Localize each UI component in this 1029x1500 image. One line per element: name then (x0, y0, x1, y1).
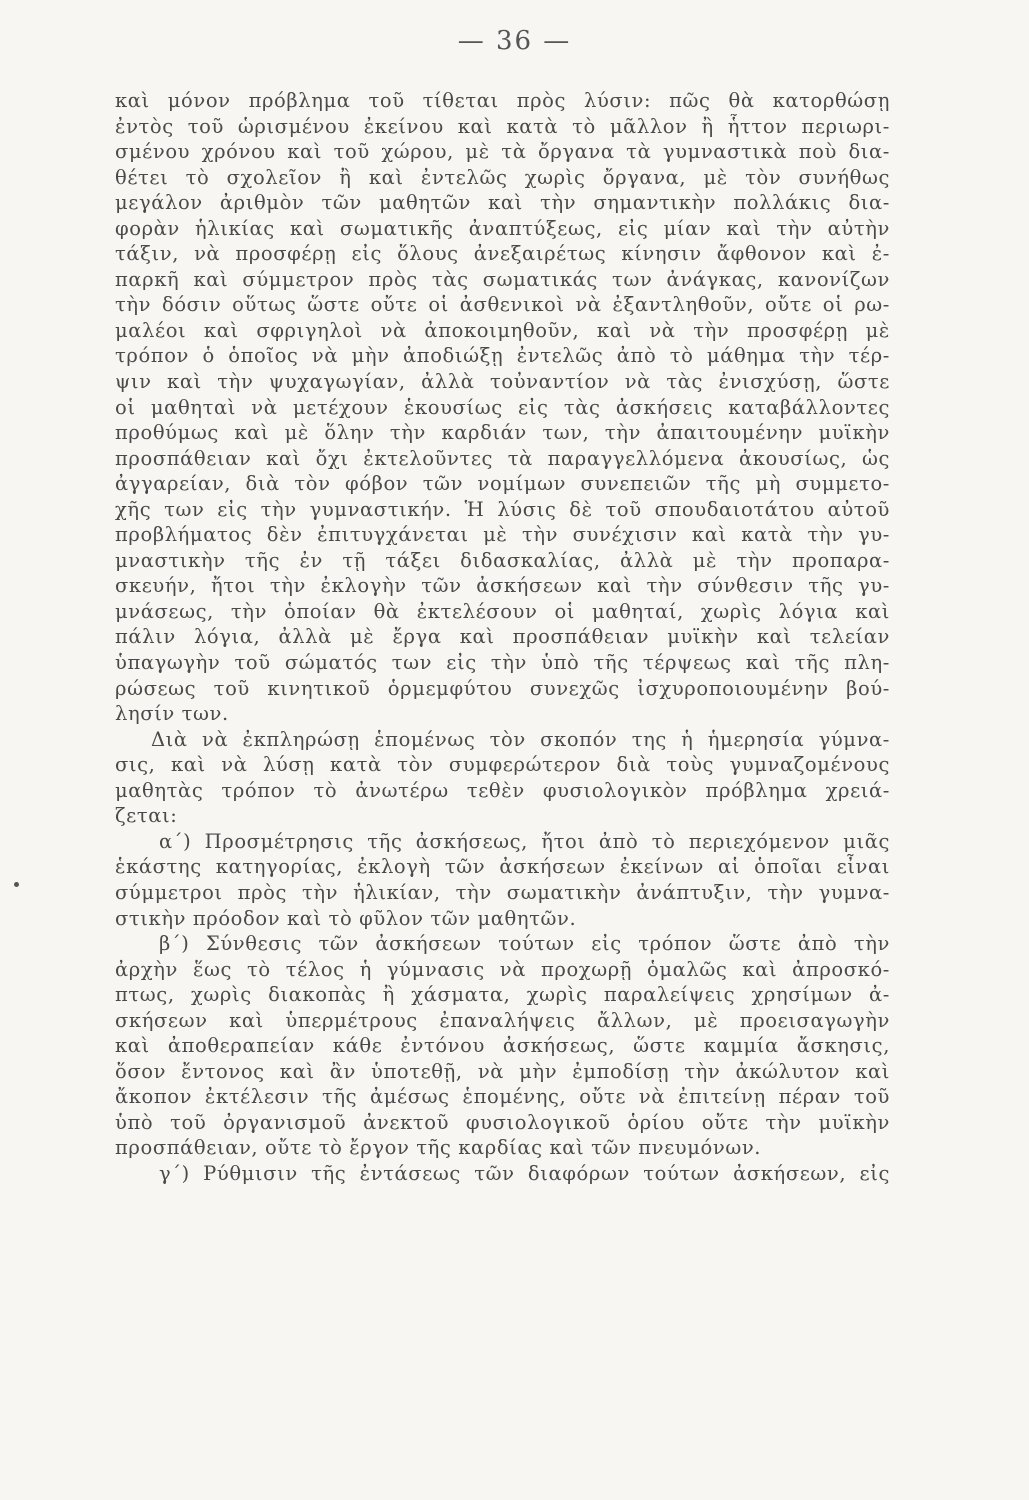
text-line: τάξιν, νὰ προσφέρῃ εἰς ὅλους ἀνεξαιρέτως κίνησιν ἄφθονον καὶ ἐ- (115, 242, 890, 266)
text-line: σις, καὶ νὰ λύσῃ κατὰ τὸν συμφερώτερον διὰ τοὺς γυμναζομένους (115, 753, 890, 777)
text-line: οἱ μαθηταὶ νὰ μετέχουν ἑκουσίως εἰς τὰς ἀσκήσεις καταβάλλοντες (115, 395, 890, 419)
text-line: χῆς των εἰς τὴν γυμναστικήν. Ἡ λύσις δὲ τοῦ σπουδαιοτάτου αὐτοῦ (115, 497, 890, 521)
text-line: σκήσεων καὶ ὑπερμέτρους ἐπαναλήψεις ἄλλων, μὲ προεισαγωγὴν (115, 1008, 890, 1032)
text-line: σκευήν, ἤτοι τὴν ἐκλογὴν τῶν ἀσκήσεων καὶ τὴν σύνθεσιν τῆς γυ- (115, 574, 890, 598)
text-line: προσπάθειαν καὶ ὄχι ἐκτελοῦντες τὰ παραγγελλόμενα ἀκουσίως, ὡς (115, 446, 890, 470)
text-line: β΄) Σύνθεσις τῶν ἀσκήσεων τούτων εἰς τρόπον ὥστε ἀπὸ τὴν (159, 932, 890, 956)
text-line: τρόπον ὁ ὁποῖος νὰ μὴν ἀποδιώξῃ ἐντελῶς ἀπὸ τὸ μάθημα τὴν τέρ- (115, 344, 890, 368)
text-line: ὑπαγωγὴν τοῦ σώματός των εἰς τὴν ὑπὸ τῆς τέρψεως καὶ τῆς πλη- (115, 651, 890, 675)
text-line: μνάσεως, τὴν ὁποίαν θὰ ἐκτελέσουν οἱ μαθηταί, χωρὶς λόγια καὶ (115, 599, 890, 623)
text-line: στικὴν πρόοδον καὶ τὸ φῦλον τῶν μαθητῶν. (115, 906, 577, 930)
text-line: ἀρχὴν ἕως τὸ τέλος ἡ γύμνασις νὰ προχωρῇ ὁμαλῶς καὶ ἀπροσκό- (115, 957, 890, 981)
text-line: καὶ μόνον πρόβλημα τοῦ τίθεται πρὸς λύσιν: πῶς θὰ κατορθώσῃ (115, 89, 890, 112)
text-line: θέτει τὸ σχολεῖον ἢ καὶ ἐντελῶς χωρὶς ὄργανα, μὲ τὸν συνήθως (115, 165, 890, 189)
text-line: ζεται: (115, 804, 178, 828)
text-line: μαθητὰς τρόπον τὸ ἀνωτέρω τεθὲν φυσιολογικὸν πρόβλημα χρειά- (115, 778, 890, 802)
text-line: ἀγγαρείαν, διὰ τὸν φόβον τῶν νομίμων συνεπειῶν τῆς μὴ συμμετο- (115, 472, 890, 496)
page-number: — 36 — (457, 26, 572, 56)
text-line: ἄκοπον ἐκτέλεσιν τῆς ἀμέσως ἑπομένης, οὔτε νὰ ἐπιτείνῃ πέραν τοῦ (115, 1085, 890, 1109)
text-line: ὑπὸ τοῦ ὀργανισμοῦ ἀνεκτοῦ φυσιολογικοῦ ὁρίου οὔτε τὴν μυϊκὴν (115, 1110, 890, 1134)
text-line: φορὰν ἡλικίας καὶ σωματικῆς ἀναπτύξεως, εἰς μίαν καὶ τὴν αὐτὴν (115, 216, 890, 240)
text-line: α΄) Προσμέτρησις τῆς ἀσκήσεως, ἤτοι ἀπὸ τὸ περιεχόμενον μιᾶς (159, 829, 890, 853)
text-line: προθύμως καὶ μὲ ὅλην τὴν καρδιάν των, τὴν ἀπαιτουμένην μυϊκὴν (115, 421, 890, 445)
text-line: σύμμετροι πρὸς τὴν ἡλικίαν, τὴν σωματικὴν ἀνάπτυξιν, τὴν γυμνα- (115, 880, 890, 904)
text-line: ἐντὸς τοῦ ὡρισμένου ἐκείνου καὶ κατὰ τὸ μᾶλλον ἢ ἧττον περιωρι- (115, 114, 890, 138)
text-line: προσπάθειαν, οὔτε τὸ ἔργον τῆς καρδίας καὶ τῶν πνευμόνων. (115, 1136, 762, 1160)
text-line: ρώσεως τοῦ κινητικοῦ ὁρμεμφύτου συνεχῶς ἰσχυροποιουμένην βού- (115, 676, 890, 700)
text-line: ἑκάστης κατηγορίας, ἐκλογὴ τῶν ἀσκήσεων ἐκείνων αἱ ὁποῖαι εἶναι (115, 855, 890, 879)
text-line: τὴν δόσιν οὕτως ὥστε οὔτε οἱ ἀσθενικοὶ νὰ ἐξαντληθοῦν, οὔτε οἱ ρω- (115, 293, 890, 317)
text-line: πτως, χωρὶς διακοπὰς ἢ χάσματα, χωρὶς παραλείψεις χρησίμων ἀ- (115, 983, 890, 1007)
text-line: λησίν των. (115, 702, 229, 726)
text-line: παρκῆ καὶ σύμμετρον πρὸς τὰς σωματικάς των ἀνάγκας, κανονίζων (115, 267, 890, 291)
text-line: γ΄) Ρύθμισιν τῆς ἐντάσεως τῶν διαφόρων τούτων ἀσκήσεων, εἰς (159, 1161, 890, 1185)
text-line: Διὰ νὰ ἐκπληρώσῃ ἑπομένως τὸν σκοπόν της ἡ ἡμερησία γύμνα- (151, 727, 890, 751)
body-text (115, 88, 890, 1187)
text-line: ψιν καὶ τὴν ψυχαγωγίαν, ἀλλὰ τοὐναντίον νὰ τὰς ἐνισχύσῃ, ὥστε (115, 370, 890, 394)
text-line: μαλέοι καὶ σφριγηλοὶ νὰ ἀποκοιμηθοῦν, καὶ νὰ τὴν προσφέρῃ μὲ (115, 318, 890, 342)
text-line: πάλιν λόγια, ἀλλὰ μὲ ἔργα καὶ προσπάθειαν μυϊκὴν καὶ τελείαν (115, 625, 890, 649)
text-line: καὶ ἀποθεραπείαν κάθε ἐντόνου ἀσκήσεως, ὥστε καμμία ἄσκησις, (115, 1034, 890, 1058)
text-line: σμένου χρόνου καὶ τοῦ χώρου, μὲ τὰ ὄργανα τὰ γυμναστικὰ ποὺ δια- (115, 140, 890, 164)
text-line: μεγάλον ἀριθμὸν τῶν μαθητῶν καὶ τὴν σημαντικὴν πολλάκις δια- (115, 191, 890, 215)
text-line: μναστικὴν τῆς ἐν τῇ τάξει διδασκαλίας, ἀλλὰ μὲ τὴν προπαρα- (115, 548, 890, 572)
text-line: προβλήματος δὲν ἐπιτυγχάνεται μὲ τὴν συνέχισιν καὶ κατὰ τὴν γυ- (115, 523, 890, 547)
text-line: ὅσον ἔντονος καὶ ἂν ὑποτεθῇ, νὰ μὴν ἐμποδίσῃ τὴν ἀκώλυτον καὶ (115, 1059, 890, 1083)
ink-speck (14, 882, 19, 887)
